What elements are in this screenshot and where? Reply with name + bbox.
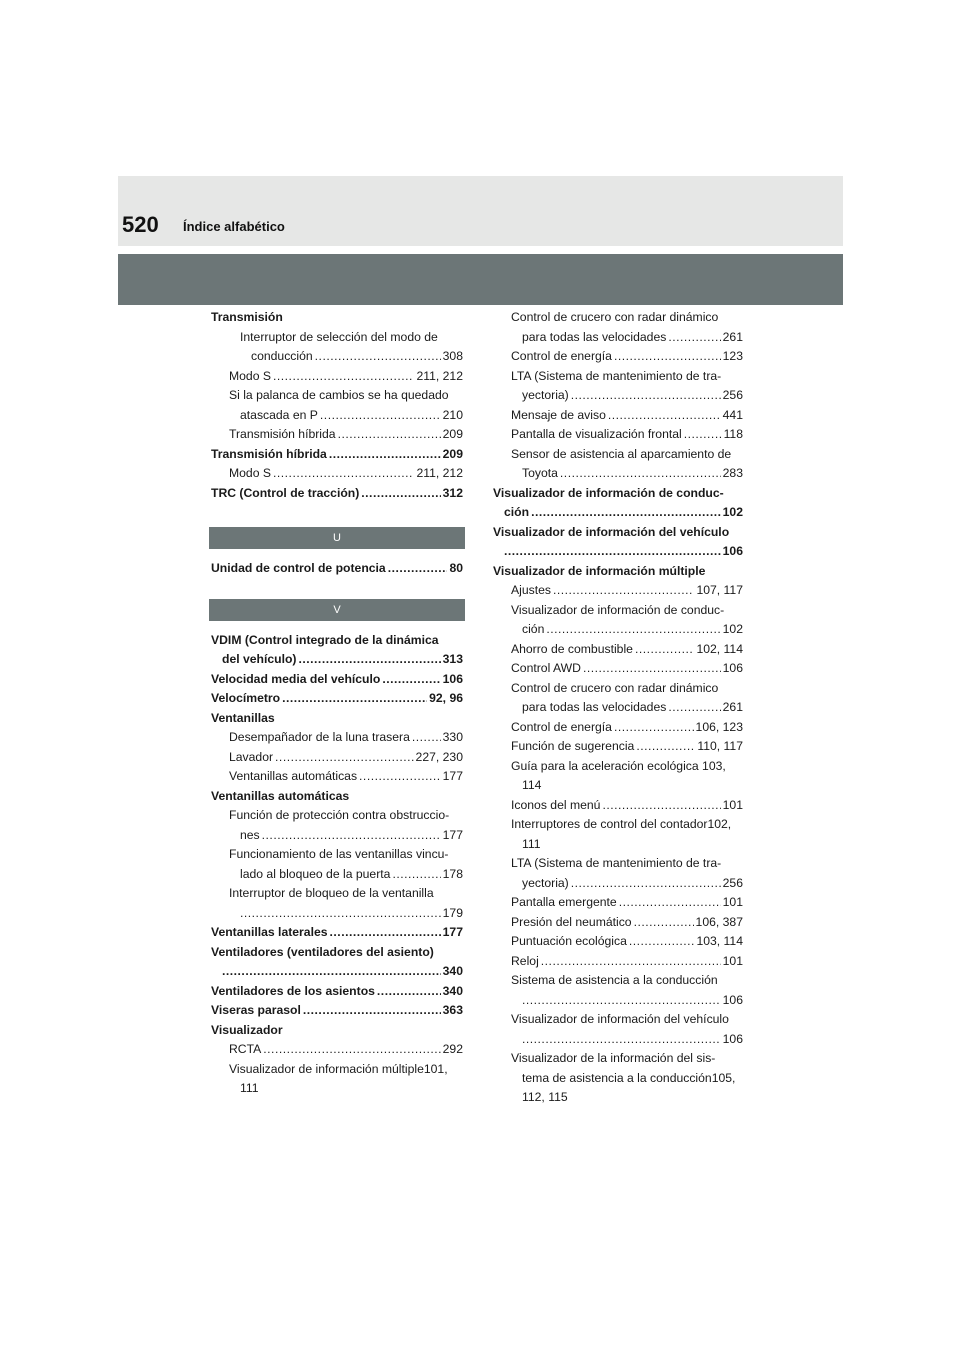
index-entry: atascada en P ..... 210 bbox=[211, 406, 463, 426]
index-entry: VDIM (Control integrado de la dinámica bbox=[211, 632, 439, 647]
index-entry: Pantalla de visualización frontal ..... 118 bbox=[493, 425, 743, 445]
index-entry: Sensor de asistencia al aparcamiento de bbox=[511, 446, 732, 461]
index-entry: Función de sugerencia ..... 110, 117 bbox=[493, 737, 743, 757]
index-entry: Ventiladores de los asientos ..... 340 bbox=[211, 982, 463, 1002]
index-entry: LTA (Sistema de mantenimiento de tra- bbox=[511, 368, 722, 383]
index-entry: nes ..... 177 bbox=[211, 826, 463, 846]
index-entry: ción ..... 102 bbox=[493, 620, 743, 640]
index-entry: Mensaje de aviso ..... 441 bbox=[493, 406, 743, 426]
index-entry: Funcionamiento de las ventanillas vincu- bbox=[229, 847, 449, 861]
index-entry: Control de energía ..... 106, 123 bbox=[493, 718, 743, 738]
index-entry: Desempañador de la luna trasera ..... 330 bbox=[211, 728, 463, 748]
index-entry: Si la palanca de cambios se ha quedado bbox=[229, 388, 449, 402]
index-entry: Visualizador de información del vehículo bbox=[493, 524, 730, 539]
index-entry: ..... 106 bbox=[493, 991, 743, 1011]
index-entry: Iconos del menú ..... 101 bbox=[493, 796, 743, 816]
index-entry: Función de protección contra obstruccio- bbox=[229, 808, 450, 822]
index-entry: 111 bbox=[522, 836, 541, 851]
index-entry: 111 bbox=[240, 1081, 259, 1095]
index-entry: conducción ..... 308 bbox=[211, 347, 463, 367]
index-entry: LTA (Sistema de mantenimiento de tra- bbox=[511, 856, 722, 870]
index-entry: 112, 115 bbox=[522, 1090, 568, 1104]
index-entry: Modo S ..... 211, 212 bbox=[211, 464, 463, 484]
index-entry: Control de crucero con radar dinámico bbox=[511, 310, 719, 324]
index-entry: TRC (Control de tracción) ..... 312 bbox=[211, 484, 463, 504]
index-entry: Toyota ..... 283 bbox=[493, 464, 743, 484]
index-entry: Visualizador de información del vehículo bbox=[511, 1012, 729, 1026]
index-entry: Lavador ..... 227, 230 bbox=[211, 748, 463, 768]
index-entry: Ventanillas automáticas bbox=[211, 788, 350, 803]
index-entry: Visualizador de información de conduc- bbox=[511, 602, 725, 617]
header-band bbox=[118, 254, 843, 305]
index-entry: Ventiladores (ventiladores del asiento) bbox=[211, 944, 434, 959]
index-entry: Visualizador de información de conduc- bbox=[493, 485, 724, 500]
index-entry: Visualizador bbox=[211, 1022, 283, 1037]
index-entry: Presión del neumático ..... 106, 387 bbox=[493, 913, 743, 933]
index-entry: Pantalla emergente ..... 101 bbox=[493, 893, 743, 913]
index-entry: Interruptores de control del contador102, bbox=[511, 817, 732, 831]
index-entry: Visualizador de información múltiple bbox=[493, 563, 706, 578]
index-entry: lado al bloqueo de la puerta ..... 178 bbox=[211, 865, 463, 885]
index-entry: Modo S ..... 211, 212 bbox=[211, 367, 463, 387]
index-entry: Ventanillas automáticas ..... 177 bbox=[211, 767, 463, 787]
page-number: 520 bbox=[122, 212, 159, 237]
index-column-right bbox=[493, 308, 743, 1108]
index-entry: ción ..... 102 bbox=[493, 503, 743, 523]
section-letter-v: V bbox=[209, 599, 465, 621]
index-entry: Guía para la aceleración ecológica 103, bbox=[511, 758, 726, 773]
index-entry: Transmisión bbox=[211, 310, 283, 324]
index-entry: Transmisión híbrida ..... 209 bbox=[211, 445, 463, 465]
index-entry: Control de energía ..... 123 bbox=[493, 347, 743, 367]
index-entry: 114 bbox=[522, 778, 542, 792]
index-entry: Puntuación ecológica ..... 103, 114 bbox=[493, 932, 743, 952]
index-entry: ..... 340 bbox=[211, 962, 463, 982]
section-letter-u: U bbox=[209, 527, 465, 549]
index-entry: Sistema de asistencia a la conducción bbox=[511, 973, 718, 987]
index-entry: Visualizador de información múltiple101, bbox=[229, 1061, 448, 1076]
index-entry: Velocidad media del vehículo ..... 106 bbox=[211, 670, 463, 690]
index-entry: Viseras parasol ..... 363 bbox=[211, 1001, 463, 1021]
index-entry: Reloj ..... 101 bbox=[493, 952, 743, 972]
index-entry: ..... 179 bbox=[211, 904, 463, 924]
index-entry: yectoria) ..... 256 bbox=[493, 874, 743, 894]
index-entry: Visualizador de la información del sis- bbox=[511, 1051, 716, 1065]
page-title: Índice alfabético bbox=[183, 219, 285, 234]
index-entry: Ahorro de combustible ..... 102, 114 bbox=[493, 640, 743, 660]
index-entry: Ajustes ..... 107, 117 bbox=[493, 581, 743, 601]
index-entry: Control AWD ..... 106 bbox=[493, 659, 743, 679]
index-entry: yectoria) ..... 256 bbox=[493, 386, 743, 406]
index-entry: Transmisión híbrida ..... 209 bbox=[211, 425, 463, 445]
index-entry: para todas las velocidades ..... 261 bbox=[493, 698, 743, 718]
index-column-left bbox=[211, 308, 463, 1099]
index-entry: Velocímetro ..... 92, 96 bbox=[211, 689, 463, 709]
index-entry: Interruptor de selección del modo de bbox=[240, 329, 438, 344]
index-entry: tema de asistencia a la conducción105, bbox=[522, 1070, 736, 1085]
header-bar bbox=[118, 176, 843, 246]
index-entry: ..... 106 bbox=[493, 1030, 743, 1050]
index-entry: Unidad de control de potencia ..... 80 bbox=[211, 559, 463, 579]
index-entry: para todas las velocidades ..... 261 bbox=[493, 328, 743, 348]
index-entry: RCTA ..... 292 bbox=[211, 1040, 463, 1060]
index-entry: Control de crucero con radar dinámico bbox=[511, 680, 719, 695]
index-entry: ..... 106 bbox=[493, 542, 743, 562]
index-entry: Ventanillas bbox=[211, 710, 275, 725]
index-entry: del vehículo) ..... 313 bbox=[211, 650, 463, 670]
index-entry: Ventanillas laterales ..... 177 bbox=[211, 923, 463, 943]
index-entry: Interruptor de bloqueo de la ventanilla bbox=[229, 886, 434, 900]
